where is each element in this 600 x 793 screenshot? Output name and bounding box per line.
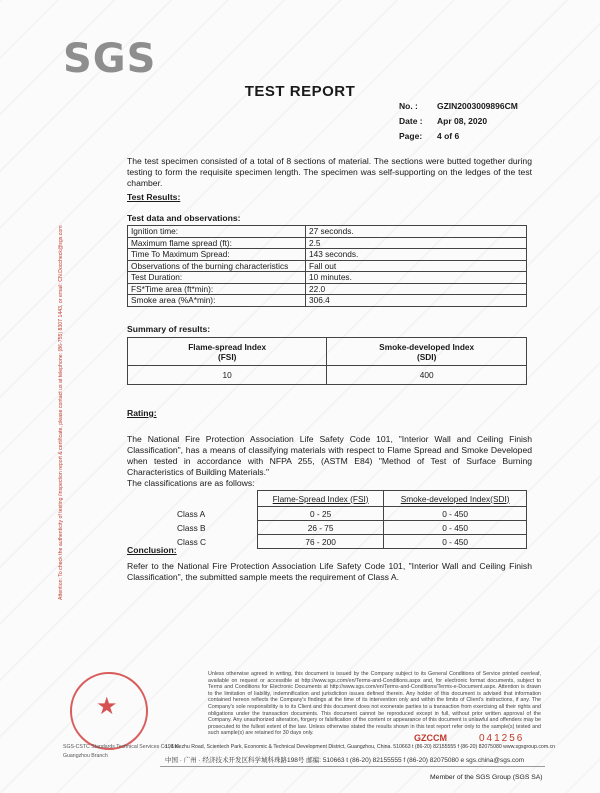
footer-address-cn: 中国 · 广州 · 经济技术开发区科学城科珠路198号 邮编: 510663 t (86-20) 82155555 f (86-20) 82075080 e sgs.china@sgs.com [165,757,525,764]
table-header-row [127,491,527,507]
side-attention-note: Attention: To check the authenticity of testing /inspection report & certificate, please contact us at telephone: (86-755) 8307 1443, or email: CN.Doccheck@sgs.com [58,225,64,600]
meta-date: Date : Apr 08, 2020 [399,116,488,126]
page-title: TEST REPORT [244,83,356,100]
table-row: Class B 26 - 75 0 - 450 [127,521,527,535]
footer-address-en: 198 Kezhu Road, Scientech Park, Economic & Technical Development District, Guangzhou, China. 510663 t (86-20) 82155555 f (86-20) 82075080 www.sgsgroup.com.cn [165,744,556,750]
table-row: FS*Time area (ft*min): 22.0 [128,283,527,295]
meta-no: No. : GZIN2003009896CM [399,101,518,111]
intro-paragraph: The test specimen consisted of a total of 8 sections of material. The sections were butted together during testing to form the requisite specimen length. The specimen was self-supporting on the ledges of the test chamber. [127,156,532,188]
seal-star-icon: ★ [96,693,118,720]
test-results-heading: Test Results: [127,192,181,202]
rating-heading: Rating: [127,408,157,418]
classification-table [127,490,527,549]
table-row: Time To Maximum Spread: 143 seconds. [128,249,527,261]
summary-heading: Summary of results: [127,324,211,334]
stamp-code: GZCCM [414,733,447,743]
sdi-header: Smoke-developed Index (SDI) [327,338,527,366]
footer-company: SGS-CSTC Standards Technical Services Co., Ltd. [63,744,181,750]
observations-table [127,225,527,307]
table-row: Smoke area (%A*min): 306.4 [128,295,527,307]
summary-table [127,337,527,385]
sgs-logo: SGS [63,36,157,82]
table-header-row [128,338,527,366]
sdi-value: 400 [327,366,527,385]
conclusion-paragraph: Refer to the National Fire Protection Association Life Safety Code 101, "Interior Wall and Ceiling Finish Classification", the submitted sample meets the requirement of Class A. [127,561,532,582]
table-row: Class C 76 - 200 0 - 450 [127,535,527,549]
conclusion-heading: Conclusion: [127,545,177,555]
fsi-column-header: Flame-Spread Index (FSI) [258,491,384,507]
sdi-column-header: Smoke-developed Index(SDI) [384,491,527,507]
table-row: Test Duration: 10 minutes. [128,272,527,284]
table-row: Maximum flame spread (ft): 2.5 [128,237,527,249]
classifications-intro: The classifications are as follows: [127,478,255,488]
table-row: Class A 0 - 25 0 - 450 [127,507,527,521]
report-meta [399,101,518,146]
test-data-heading: Test data and observations: [127,213,241,223]
member-note: Member of the SGS Group (SGS SA) [430,774,543,781]
table-row: Observations of the burning characteristics Fall out [128,260,527,272]
terms-fine-print: Unless otherwise agreed in writing, this document is issued by the Company subject to its General Conditions of Service printed overleaf, available on request or accessible at http://www.sgs.com/en/Terms-and-Conditions.aspx and, for electronic format documents, subject to Terms and Conditions for Electronic Documents at http://www.sgs.com/en/Terms-and-Conditions/Terms-e-Document.aspx. Attention is drawn to the limitation of liability, indemnification and jurisdiction issues defined therein. Any holder of this document is advised that information contained hereon reflects the Company's findings at the time of its intervention only and within the limits of Client's instructions, if any. The Company's sole responsibility is to its Client and this document does not exonerate parties to a transaction from exercising all their rights and obligations under the transaction documents. This document cannot be reproduced except in full, without prior written approval of the Company. Any unauthorized alteration, forgery or falsification of the content or appearance of this document is unlawful and offenders may be prosecuted to the fullest extent of the law. Unless otherwise stated the results shown in this test report refer only to the sample(s) tested and such sample(s) are retained for 30 days only. [208,671,541,737]
footer-branch: Guangzhou Branch [63,753,108,759]
table-row [128,366,527,385]
meta-page: Page: 4 of 6 [399,131,460,141]
footer-divider [160,766,545,767]
table-row: Ignition time: 27 seconds. [128,226,527,238]
fsi-value: 10 [128,366,327,385]
fsi-header: Flame-spread Index (FSI) [128,338,327,366]
rating-paragraph: The National Fire Protection Association Life Safety Code 101, "Interior Wall and Ceiling Finish Classification", has a means of classifying materials with respect to Flame Spread and Smoke Developed when tested in accordance with NFPA 255, (ASTM E84) "Method of Test of Surface Burning Characteristics of Building Materials." [127,434,532,477]
stamp-number: 041256 [479,733,525,744]
